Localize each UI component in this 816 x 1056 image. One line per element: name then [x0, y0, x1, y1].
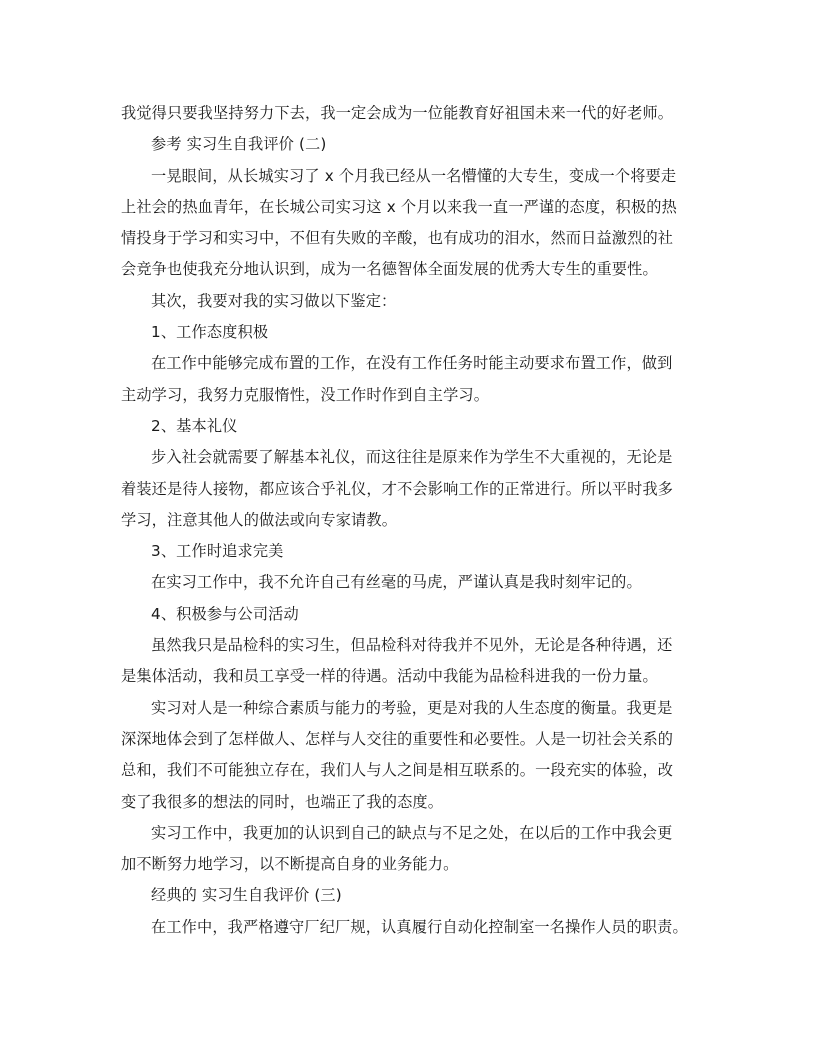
- paragraph-line: 实习对人是一种综合素质与能力的考验，更是对我的人生态度的衡量。我更是: [151, 698, 673, 717]
- section-heading: 经典的 实习生自我评价 (三): [151, 886, 342, 905]
- paragraph-line: 学习，注意其他人的做法或向专家请教。: [121, 510, 398, 529]
- paragraph-line: 变了我很多的想法的同时，也端正了我的态度。: [121, 792, 444, 811]
- list-heading: 3、工作时追求完美: [151, 542, 284, 561]
- paragraph-line: 是集体活动，我和员工享受一样的待遇。活动中我能为品检科进我的一份力量。: [121, 667, 658, 686]
- paragraph-line: 情投身于学习和实习中，不但有失败的辛酸，也有成功的泪水，然而日益激烈的社: [121, 229, 674, 248]
- list-heading: 4、积极参与公司活动: [151, 604, 299, 623]
- paragraph-line: 深深地体会到了怎样做人、怎样与人交往的重要性和必要性。人是一切社会关系的: [121, 729, 674, 748]
- paragraph-line: 在实习工作中，我不允许自己有丝毫的马虎，严谨认真是我时刻牢记的。: [151, 573, 642, 592]
- paragraph-line: 总和，我们不可能独立存在，我们人与人之间是相互联系的。一段充实的体验，改: [121, 761, 674, 780]
- paragraph-line: 主动学习，我努力克服惰性，没工作时作到自主学习。: [121, 385, 490, 404]
- paragraph-line: 实习工作中，我更加的认识到自己的缺点与不足之处，在以后的工作中我会更: [151, 823, 673, 842]
- paragraph-line: 我觉得只要我坚持努力下去，我一定会成为一位能教育好祖国未来一代的好老师。: [121, 104, 674, 122]
- paragraph-line: 步入社会就需要了解基本礼仪，而这往往是原来作为学生不大重视的，无论是: [151, 448, 673, 467]
- document-body: [121, 98, 706, 943]
- section-heading: 参考 实习生自我评价 (二): [151, 135, 327, 154]
- paragraph-line: 虽然我只是品检科的实习生，但品检科对待我并不见外，无论是各种待遇，还: [151, 636, 673, 655]
- paragraph-line: 加不断努力地学习，以不断提高自身的业务能力。: [121, 855, 459, 874]
- paragraph-line: 一晃眼间，从长城实习了 x 个月我已经从一名懵懂的大专生，变成一个将要走: [151, 166, 677, 185]
- list-heading: 1、工作态度积极: [151, 323, 269, 342]
- paragraph-line: 其次，我要对我的实习做以下鉴定：: [151, 291, 397, 310]
- paragraph-line: 在工作中，我严格遵守厂纪厂规，认真履行自动化控制室一名操作人员的职责。: [151, 917, 688, 936]
- paragraph-line: 着装还是待人接物，都应该合乎礼仪，才不会影响工作的正常进行。所以平时我多: [121, 479, 674, 498]
- list-heading: 2、基本礼仪: [151, 416, 238, 435]
- paragraph-line: 在工作中能够完成布置的工作，在没有工作任务时能主动要求布置工作，做到: [151, 354, 673, 373]
- paragraph-line: 会竞争也使我充分地认识到，成为一名德智体全面发展的优秀大专生的重要性。: [121, 260, 658, 279]
- paragraph-line: 上社会的热血青年，在长城公司实习这 x 个月以来我一直一严谨的态度，积极的热: [121, 197, 677, 216]
